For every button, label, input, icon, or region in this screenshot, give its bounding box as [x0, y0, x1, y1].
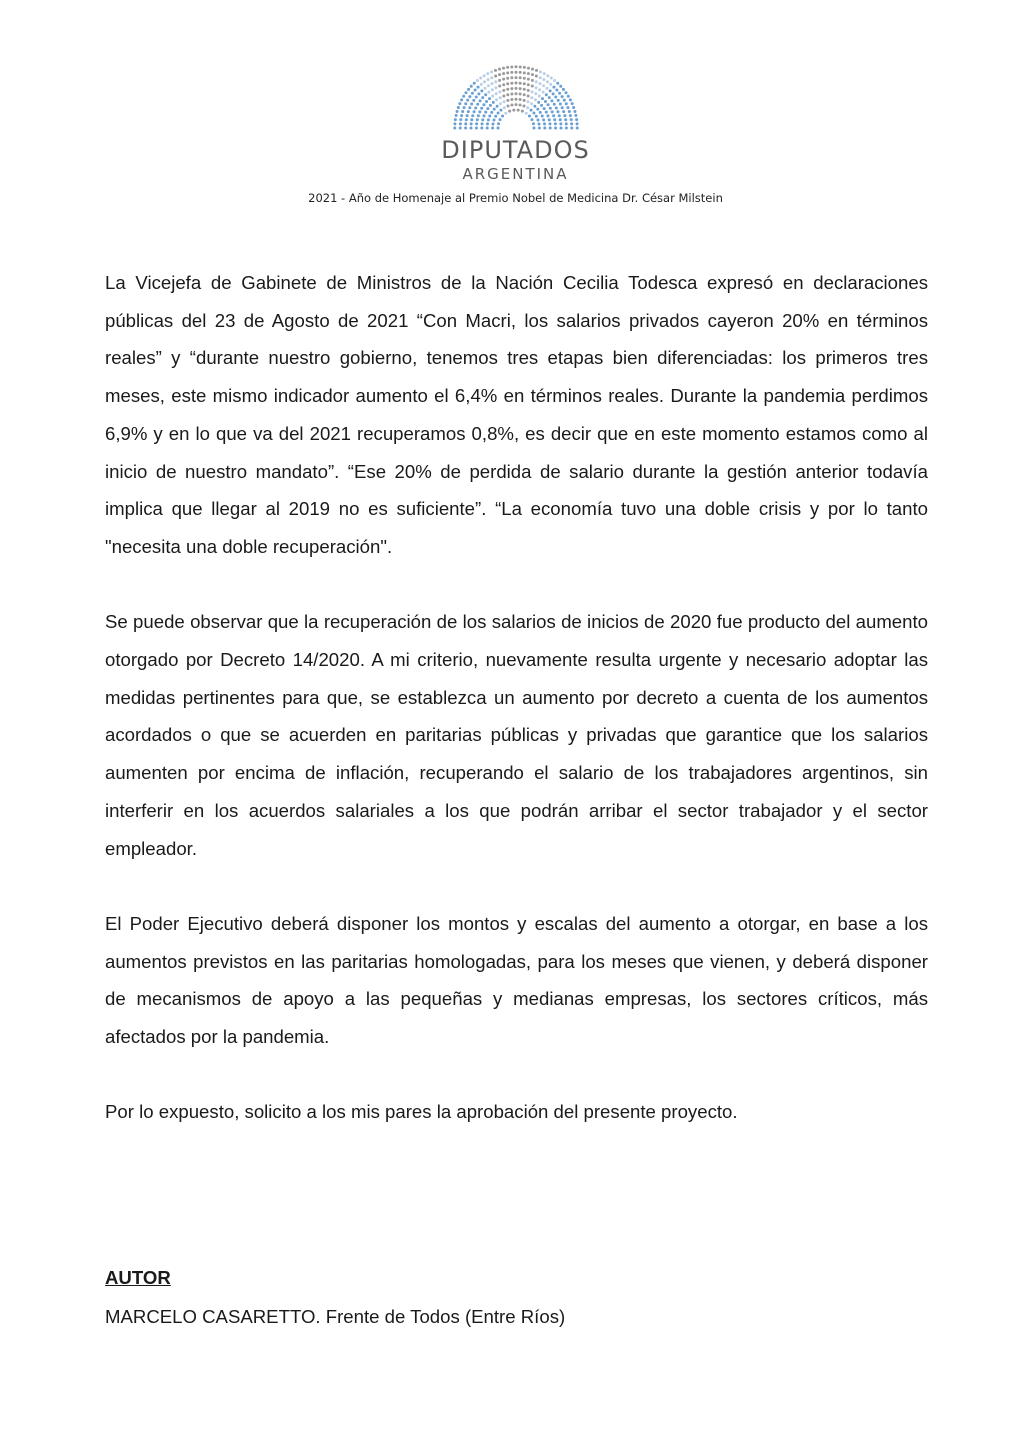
logo-seat-dot [542, 84, 545, 87]
logo-seat-dot [506, 99, 509, 102]
logo-seat-dot [491, 127, 494, 130]
logo-seat-dot [526, 89, 529, 92]
logo-seat-dot [498, 118, 501, 121]
logo-seat-dot [548, 89, 551, 92]
logo-seat-dot [566, 106, 569, 109]
logo-seat-dot [560, 95, 563, 98]
logo-seat-dot [496, 111, 499, 114]
logo-seat-dot [495, 98, 498, 101]
logo-seat-dot [510, 71, 513, 74]
logo-seat-dot [480, 107, 483, 110]
logo-seat-dot [514, 98, 517, 101]
logo-seat-dot [464, 122, 467, 125]
logo-seat-dot [558, 92, 561, 95]
logo-seat-dot [543, 122, 546, 125]
author-heading: AUTOR [105, 1267, 171, 1288]
logo-seat-dot [569, 118, 572, 121]
logo-seat-dot [562, 99, 565, 102]
logo-seat-dot [542, 118, 545, 121]
logo-seat-dot [531, 68, 534, 71]
logo-seat-dot [543, 127, 546, 130]
logo-seat-dot [479, 83, 482, 86]
logo-seat-dot [490, 76, 493, 79]
logo-seat-dot [477, 92, 480, 95]
year-motto: 2021 - Año de Homenaje al Premio Nobel de Medicina Dr. César Milstein [308, 191, 723, 205]
logo-seat-dot [467, 88, 470, 91]
logo-seat-dot [542, 72, 545, 75]
logo-seat-dot [498, 85, 501, 88]
logo-seat-dot [478, 99, 481, 102]
paragraph: La Vicejefa de Gabinete de Ministros de la Nación Cecilia Todesca expresó en declaraciones públicas del 23 de Agosto de 2021 “Con Macri, los salarios privados cayeron 20% en términos reales” y “durante nuestro gobierno, tenemos tres etapas bien diferenciadas: los primeros tres meses, este mismo indicador aumento el 6,4% en términos reales. Durante la pandemia perdimos 6,9% y en lo que va del 2021 recuperamos 0,8%, es decir que en este momento estamos como al inicio de nuestro mandato”. “Ese 20% de perdida de salario durante la gestión anterior todavía implica que llegar al 2019 no es suficiente”. “La economía tuvo una doble crisis y por lo tanto "necesita una doble recuperación". [105, 272, 928, 557]
logo-seat-dot [487, 91, 490, 94]
logo-seat-dot [501, 115, 504, 118]
logo-seat-dot [492, 119, 495, 122]
logo-seat-dot [486, 84, 489, 87]
logo-seat-dot [541, 91, 544, 94]
logo-seat-dot [550, 110, 553, 113]
logo-seat-dot [518, 98, 521, 101]
logo-seat-dot [561, 88, 564, 91]
logo-seat-dot [480, 122, 483, 125]
logo-seat-dot [498, 102, 501, 105]
logo-seat-dot [520, 110, 523, 113]
logo-seat-dot [570, 127, 573, 130]
logo-seat-dot [459, 118, 462, 121]
logo-seat-dot [498, 96, 501, 99]
logo-seat-dot [522, 88, 525, 91]
logo-seat-dot [472, 110, 475, 113]
logo-seat-dot [495, 105, 498, 108]
logo-seat-dot [548, 122, 551, 125]
logo-seat-dot [490, 111, 493, 114]
logo-seat-dot [544, 111, 547, 114]
logo-seat-dot [460, 114, 463, 117]
logo-seat-dot [563, 114, 566, 117]
logo-seat-dot [518, 65, 521, 68]
logo-seat-dot [453, 118, 456, 121]
logo-seat-dot [494, 92, 497, 95]
logo-seat-dot [553, 79, 556, 82]
logo-seat-dot [458, 102, 461, 105]
document-header [0, 60, 1031, 206]
logo-seat-dot [506, 71, 509, 74]
logo-seat-dot [566, 95, 569, 98]
logo-seat-dot [488, 104, 491, 107]
logo-seat-dot [532, 111, 535, 114]
logo-seat-dot [530, 102, 533, 105]
logo-seat-dot [575, 127, 578, 130]
logo-seat-dot [510, 93, 513, 96]
logo-seat-dot [512, 109, 515, 112]
logo-seat-dot [526, 72, 529, 75]
logo-seat-dot [575, 122, 578, 125]
logo-seat-dot [510, 82, 513, 85]
logo-seat-dot [564, 118, 567, 121]
logo-seat-dot [504, 112, 507, 115]
paragraph: El Poder Ejecutivo deberá disponer los montos y escalas del aumento a otorgar, en base a los aumentos previstos en las paritarias homologadas, para los meses que vienen, y deberá disponer de mecanismos de apoyo a las pequeñas y medianas empresas, los sectores críticos, más afectados por la pandemia. [105, 912, 928, 1048]
logo-seat-dot [534, 115, 537, 118]
paragraph: Se puede observar que la recuperación de los salarios de inicios de 2020 fue producto del aumento otorgado por Decreto 14/2020. A mi criterio, nuevamente resulta urgente y necesario adoptar las medidas pertinentes para que, se establezca un aumento por decreto a cuenta de los aumentos acordados o que se acuerden en paritarias públicas y privadas que garantice que los salarios aumenten por encima de inflación, recuperando el salario de los trabajadores argentinos, sin interferir en los acuerdos salariales a los que podrán arribar el sector trabajador y el sector empleador. [105, 611, 928, 859]
logo-seat-dot [530, 73, 533, 76]
logo-seat-dot [470, 92, 473, 95]
logo-seat-dot [555, 89, 558, 92]
logo-country: ARGENTINA [462, 165, 569, 183]
logo-seat-dot [464, 102, 467, 105]
logo-seat-dot [491, 101, 494, 104]
logo-seat-dot [553, 118, 556, 121]
logo-seat-dot [464, 91, 467, 94]
logo-seat-dot [486, 107, 489, 110]
logo-seat-dot [510, 87, 513, 90]
logo-seat-dot [494, 86, 497, 89]
logo-seat-dot [522, 71, 525, 74]
logo-seat-dot [560, 106, 563, 109]
logo-seat-dot [545, 80, 548, 83]
logo-seat-dot [538, 111, 541, 114]
logo-seat-dot [476, 103, 479, 106]
logo-seat-dot [510, 76, 513, 79]
logo-seat-dot [550, 99, 553, 102]
logo-seat-dot [497, 68, 500, 71]
logo-seat-dot [475, 122, 478, 125]
logo-seat-dot [506, 82, 509, 85]
logo-seat-dot [522, 66, 525, 69]
logo-seat-dot [514, 71, 517, 74]
logo-seat-dot [474, 96, 477, 99]
logo-seat-dot [552, 114, 555, 117]
logo-seat-dot [466, 110, 469, 113]
logo-seat-dot [568, 114, 571, 117]
logo-seat-dot [537, 94, 540, 97]
logo-seat-dot [540, 104, 543, 107]
logo-seat-dot [473, 89, 476, 92]
logo-seat-dot [490, 82, 493, 85]
logo-seat-dot [475, 118, 478, 121]
logo-seat-dot [570, 102, 573, 105]
logo-seat-dot [522, 105, 525, 108]
logo-seat-dot [514, 76, 517, 79]
logo-seat-dot [543, 100, 546, 103]
logo-seat-dot [458, 127, 461, 130]
logo-seat-dot [471, 114, 474, 117]
logo-seat-dot [508, 110, 511, 113]
logo-seat-dot [536, 108, 539, 111]
logo-seat-dot [522, 82, 525, 85]
logo-seat-dot [485, 100, 488, 103]
logo-seat-dot [557, 114, 560, 117]
logo-seat-dot [494, 69, 497, 72]
logo-seat-dot [476, 86, 479, 89]
logo-seat-dot [518, 93, 521, 96]
logo-seat-dot [540, 115, 543, 118]
logo-seat-dot [502, 72, 505, 75]
logo-seat-dot [490, 70, 493, 73]
logo-seat-dot [574, 114, 577, 117]
logo-seat-dot [486, 72, 489, 75]
logo-seat-dot [476, 114, 479, 117]
logo-seat-dot [502, 100, 505, 103]
logo-seat-dot [486, 78, 489, 81]
logo-seat-dot [559, 122, 562, 125]
logo-seat-dot [548, 107, 551, 110]
logo-seat-dot [532, 127, 535, 130]
logo-seat-dot [549, 83, 552, 86]
logo-seat-dot [464, 127, 467, 130]
logo-seat-dot [538, 76, 541, 79]
logo-seat-dot [510, 98, 513, 101]
logo-seat-dot [514, 92, 517, 95]
logo-seat-dot [462, 106, 465, 109]
logo-seat-dot [537, 101, 540, 104]
logo-seat-dot [469, 127, 472, 130]
logo-seat-dot [510, 65, 513, 68]
logo-seat-dot [564, 102, 567, 105]
logo-seat-dot [564, 91, 567, 94]
logo-seat-dot [455, 110, 458, 113]
logo-seat-dot [480, 89, 483, 92]
logo-seat-dot [502, 67, 505, 70]
logo-seat-dot [530, 85, 533, 88]
logo-seat-dot [468, 95, 471, 98]
logo-seat-dot [556, 82, 559, 85]
logo-seat-dot [533, 105, 536, 108]
logo-seat-dot [538, 82, 541, 85]
logo-seat-dot [554, 127, 557, 130]
logo-seat-dot [514, 87, 517, 90]
logo-seat-dot [568, 98, 571, 101]
logo-seat-dot [466, 99, 469, 102]
paragraph: Por lo expuesto, solicito a los mis pares la aprobación del presente proyecto. [105, 1101, 738, 1123]
chamber-hemicycle-logo [451, 60, 581, 130]
logo-seat-dot [522, 77, 525, 80]
logo-seat-dot [481, 118, 484, 121]
logo-seat-dot [481, 96, 484, 99]
logo-seat-dot [530, 90, 533, 93]
logo-seat-dot [453, 127, 456, 130]
logo-seat-dot [570, 122, 573, 125]
logo-seat-dot [465, 114, 468, 117]
logo-seat-dot [502, 83, 505, 86]
logo-seat-dot [502, 106, 505, 109]
logo-seat-dot [502, 78, 505, 81]
logo-seat-dot [524, 112, 527, 115]
logo-seat-dot [518, 87, 521, 90]
logo-seat-dot [464, 118, 467, 121]
logo-seat-dot [480, 127, 483, 130]
logo-seat-dot [484, 111, 487, 114]
logo-seat-dot [456, 106, 459, 109]
logo-seat-dot [544, 93, 547, 96]
logo-seat-dot [488, 97, 491, 100]
logo-seat-dot [484, 93, 487, 96]
logo-seat-dot [498, 73, 501, 76]
logo-seat-dot [474, 106, 477, 109]
logo-seat-dot [510, 103, 513, 106]
logo-seat-dot [522, 99, 525, 102]
logo-seat-dot [546, 103, 549, 106]
logo-seat-dot [553, 122, 556, 125]
logo-seat-dot [482, 114, 485, 117]
logo-seat-dot [546, 74, 549, 77]
logo-seat-dot [526, 100, 529, 103]
logo-seat-dot [506, 77, 509, 80]
logo-seat-dot [564, 122, 567, 125]
logo-seat-dot [494, 80, 497, 83]
logo-seat-dot [474, 127, 477, 130]
logo-seat-dot [567, 110, 570, 113]
logo-seat-dot [454, 114, 457, 117]
logo-seat-dot [482, 74, 485, 77]
logo-seat-dot [537, 122, 540, 125]
logo-seat-dot [492, 108, 495, 111]
logo-seat-dot [546, 114, 549, 117]
logo-seat-dot [552, 86, 555, 89]
logo-seat-dot [483, 87, 486, 90]
logo-seat-dot [506, 66, 509, 69]
logo-seat-dot [534, 69, 537, 72]
logo-seat-dot [485, 122, 488, 125]
logo-seat-dot [559, 85, 562, 88]
logo-seat-dot [556, 99, 559, 102]
logo-seat-dot [514, 103, 517, 106]
logo-seat-dot [482, 103, 485, 106]
logo-seat-dot [468, 106, 471, 109]
logo-seat-dot [541, 97, 544, 100]
logo-seat-dot [526, 67, 529, 70]
logo-seat-dot [538, 70, 541, 73]
logo-seat-dot [472, 82, 475, 85]
logo-seat-dot [559, 127, 562, 130]
logo-seat-dot [531, 122, 534, 125]
logo-seat-dot [470, 118, 473, 121]
logo-seat-dot [547, 96, 550, 99]
logo-seat-dot [483, 80, 486, 83]
logo-seat-dot [470, 103, 473, 106]
logo-seat-dot [506, 88, 509, 91]
logo-seat-dot [499, 109, 502, 112]
logo-seat-dot [526, 83, 529, 86]
logo-seat-dot [518, 71, 521, 74]
logo-seat-dot [522, 93, 525, 96]
logo-seat-dot [547, 118, 550, 121]
logo-seat-dot [530, 96, 533, 99]
logo-seat-dot [494, 75, 497, 78]
logo-seat-dot [537, 127, 540, 130]
logo-seat-dot [497, 122, 500, 125]
logo-seat-dot [556, 110, 559, 113]
logo-seat-dot [498, 79, 501, 82]
logo-seat-dot [462, 95, 465, 98]
logo-seat-dot [530, 118, 533, 121]
logo-seat-dot [573, 110, 576, 113]
logo-seat-dot [514, 65, 517, 68]
logo-seat-dot [514, 82, 517, 85]
logo-seat-dot [494, 115, 497, 118]
logo-seat-dot [526, 78, 529, 81]
logo-seat-dot [486, 118, 489, 121]
logo-seat-dot [548, 127, 551, 130]
logo-seat-dot [558, 118, 561, 121]
logo-seat-dot [534, 75, 537, 78]
logo-seat-dot [564, 127, 567, 130]
logo-seat-dot [491, 94, 494, 97]
logo-seat-dot [554, 96, 557, 99]
logo-name: DIPUTADOS [441, 136, 590, 164]
logo-seat-dot [502, 89, 505, 92]
logo-seat-dot [469, 122, 472, 125]
logo-seat-dot [516, 109, 519, 112]
logo-seat-dot [575, 118, 578, 121]
logo-seat-dot [460, 98, 463, 101]
logo-seat-dot [491, 122, 494, 125]
author-name: MARCELO CASARETTO. Frente de Todos (Entre Ríos) [105, 1306, 566, 1327]
logo-seat-dot [554, 106, 557, 109]
logo-seat-dot [488, 115, 491, 118]
logo-seat-dot [485, 127, 488, 130]
logo-seat-dot [472, 99, 475, 102]
logo-seat-dot [534, 80, 537, 83]
logo-seat-dot [479, 77, 482, 80]
logo-seat-dot [562, 110, 565, 113]
logo-seat-dot [490, 88, 493, 91]
logo-seat-dot [506, 93, 509, 96]
logo-seat-dot [518, 76, 521, 79]
logo-seat-dot [533, 98, 536, 101]
logo-seat-dot [542, 78, 545, 81]
logo-seat-dot [536, 119, 539, 122]
logo-seat-dot [475, 79, 478, 82]
logo-seat-dot [527, 115, 530, 118]
logo-seat-dot [518, 103, 521, 106]
logo-seat-dot [458, 122, 461, 125]
logo-seat-dot [545, 87, 548, 90]
logo-seat-dot [506, 105, 509, 108]
logo-seat-dot [526, 95, 529, 98]
logo-seat-dot [538, 88, 541, 91]
logo-seat-dot [534, 86, 537, 89]
logo-seat-dot [551, 92, 554, 95]
logo-seat-dot [453, 122, 456, 125]
logo-seat-dot [558, 103, 561, 106]
logo-seat-dot [502, 95, 505, 98]
logo-seat-dot [529, 109, 532, 112]
logo-seat-dot [461, 110, 464, 113]
logo-seat-dot [518, 82, 521, 85]
logo-seat-dot [549, 77, 552, 80]
logo-seat-dot [496, 127, 499, 130]
logo-seat-dot [498, 90, 501, 93]
logo-seat-dot [469, 85, 472, 88]
logo-seat-dot [542, 107, 545, 110]
logo-seat-dot [534, 92, 537, 95]
logo-seat-dot [526, 106, 529, 109]
logo-seat-dot [572, 106, 575, 109]
logo-seat-dot [552, 103, 555, 106]
logo-seat-dot [478, 110, 481, 113]
logo-seat-dot [530, 79, 533, 82]
document-body [105, 264, 928, 1169]
